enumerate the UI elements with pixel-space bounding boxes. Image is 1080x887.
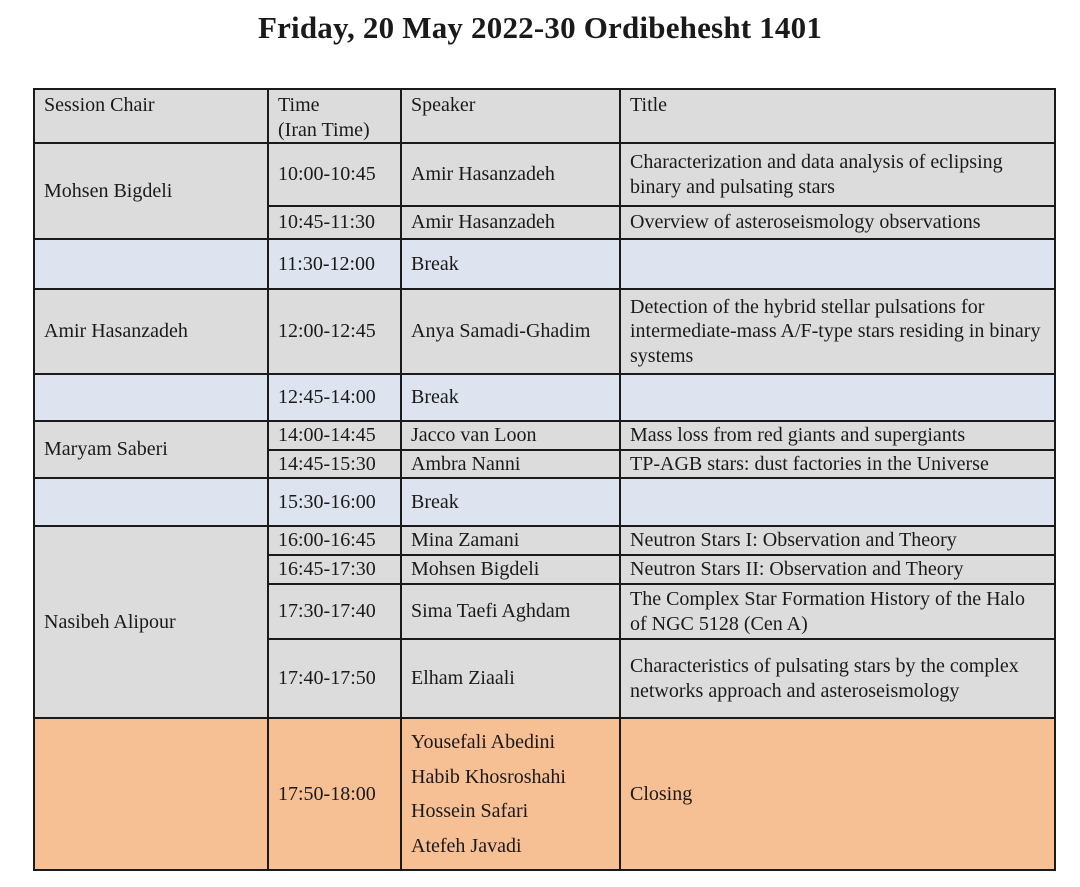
- closing-row: [34, 718, 1055, 870]
- speaker-cell: Sima Taefi Aghdam: [401, 584, 620, 639]
- time-cell: 11:30-12:00: [268, 239, 401, 289]
- time-cell: 12:00-12:45: [268, 289, 401, 374]
- header-speaker: Speaker: [401, 89, 620, 143]
- time-cell: 16:45-17:30: [268, 555, 401, 584]
- time-cell: 10:45-11:30: [268, 206, 401, 239]
- speaker-cell: Amir Hasanzadeh: [401, 143, 620, 206]
- table-row: [34, 526, 1055, 555]
- title-cell: Detection of the hybrid stellar pulsations for intermediate-mass A/F-type stars residing in binary systems: [620, 289, 1055, 374]
- table-row: [34, 143, 1055, 206]
- title-cell: Mass loss from red giants and supergiants: [620, 421, 1055, 450]
- title-cell: [620, 239, 1055, 289]
- session-chair-cell: Maryam Saberi: [34, 421, 268, 478]
- speaker-cell: Break: [401, 374, 620, 421]
- table-row: [34, 421, 1055, 450]
- title-cell: TP-AGB stars: dust factories in the Universe: [620, 450, 1055, 478]
- schedule-table: [33, 88, 1056, 871]
- session-chair-cell: Nasibeh Alipour: [34, 526, 268, 718]
- title-cell: Characteristics of pulsating stars by the complex networks approach and asteroseismology: [620, 639, 1055, 718]
- title-cell: Closing: [620, 718, 1055, 870]
- time-cell: 10:00-10:45: [268, 143, 401, 206]
- speaker-name: Yousefali Abedini: [411, 731, 556, 754]
- time-cell: 14:45-15:30: [268, 450, 401, 478]
- session-chair-cell: [34, 239, 268, 289]
- header-time-sub: (Iran Time): [278, 118, 370, 141]
- title-cell: Overview of asteroseismology observations: [620, 206, 1055, 239]
- header-time-label: Time: [278, 94, 320, 116]
- title-cell: Neutron Stars II: Observation and Theory: [620, 555, 1055, 584]
- speaker-cell: Amir Hasanzadeh: [401, 206, 620, 239]
- speaker-cell: Break: [401, 478, 620, 526]
- time-cell: 15:30-16:00: [268, 478, 401, 526]
- time-cell: 17:30-17:40: [268, 584, 401, 639]
- page-title: Friday, 20 May 2022-30 Ordibehesht 1401: [257, 10, 823, 45]
- speaker-cell: Mina Zamani: [401, 526, 620, 555]
- time-cell: 17:50-18:00: [268, 718, 401, 870]
- header-time: [268, 89, 401, 143]
- header-session-chair: Session Chair: [34, 89, 268, 143]
- speaker-cell: Ambra Nanni: [401, 450, 620, 478]
- session-chair-cell: [34, 374, 268, 421]
- speaker-cell: Break: [401, 239, 620, 289]
- break-row: [34, 239, 1055, 289]
- time-cell: 16:00-16:45: [268, 526, 401, 555]
- session-chair-cell: [34, 718, 268, 870]
- title-cell: The Complex Star Formation History of the Halo of NGC 5128 (Cen A): [620, 584, 1055, 639]
- speaker-name: Hossein Safari: [411, 800, 529, 823]
- header-title: Title: [620, 89, 1055, 143]
- session-chair-cell: Amir Hasanzadeh: [34, 289, 268, 374]
- speaker-cell: Anya Samadi-Ghadim: [401, 289, 620, 374]
- speaker-cell: [401, 718, 620, 870]
- title-cell: Neutron Stars I: Observation and Theory: [620, 526, 1055, 555]
- speaker-cell: Elham Ziaali: [401, 639, 620, 718]
- session-chair-cell: Mohsen Bigdeli: [34, 143, 268, 239]
- title-cell: [620, 374, 1055, 421]
- speaker-cell: Jacco van Loon: [401, 421, 620, 450]
- speaker-cell: Mohsen Bigdeli: [401, 555, 620, 584]
- title-cell: Characterization and data analysis of eclipsing binary and pulsating stars: [620, 143, 1055, 206]
- title-cell: [620, 478, 1055, 526]
- time-cell: 17:40-17:50: [268, 639, 401, 718]
- time-cell: 12:45-14:00: [268, 374, 401, 421]
- speaker-name: Atefeh Javadi: [411, 834, 522, 857]
- break-row: [34, 374, 1055, 421]
- table-row: [34, 289, 1055, 374]
- session-chair-cell: [34, 478, 268, 526]
- break-row: [34, 478, 1055, 526]
- header-row: [34, 89, 1055, 143]
- speaker-name: Habib Khosroshahi: [411, 765, 566, 788]
- time-cell: 14:00-14:45: [268, 421, 401, 450]
